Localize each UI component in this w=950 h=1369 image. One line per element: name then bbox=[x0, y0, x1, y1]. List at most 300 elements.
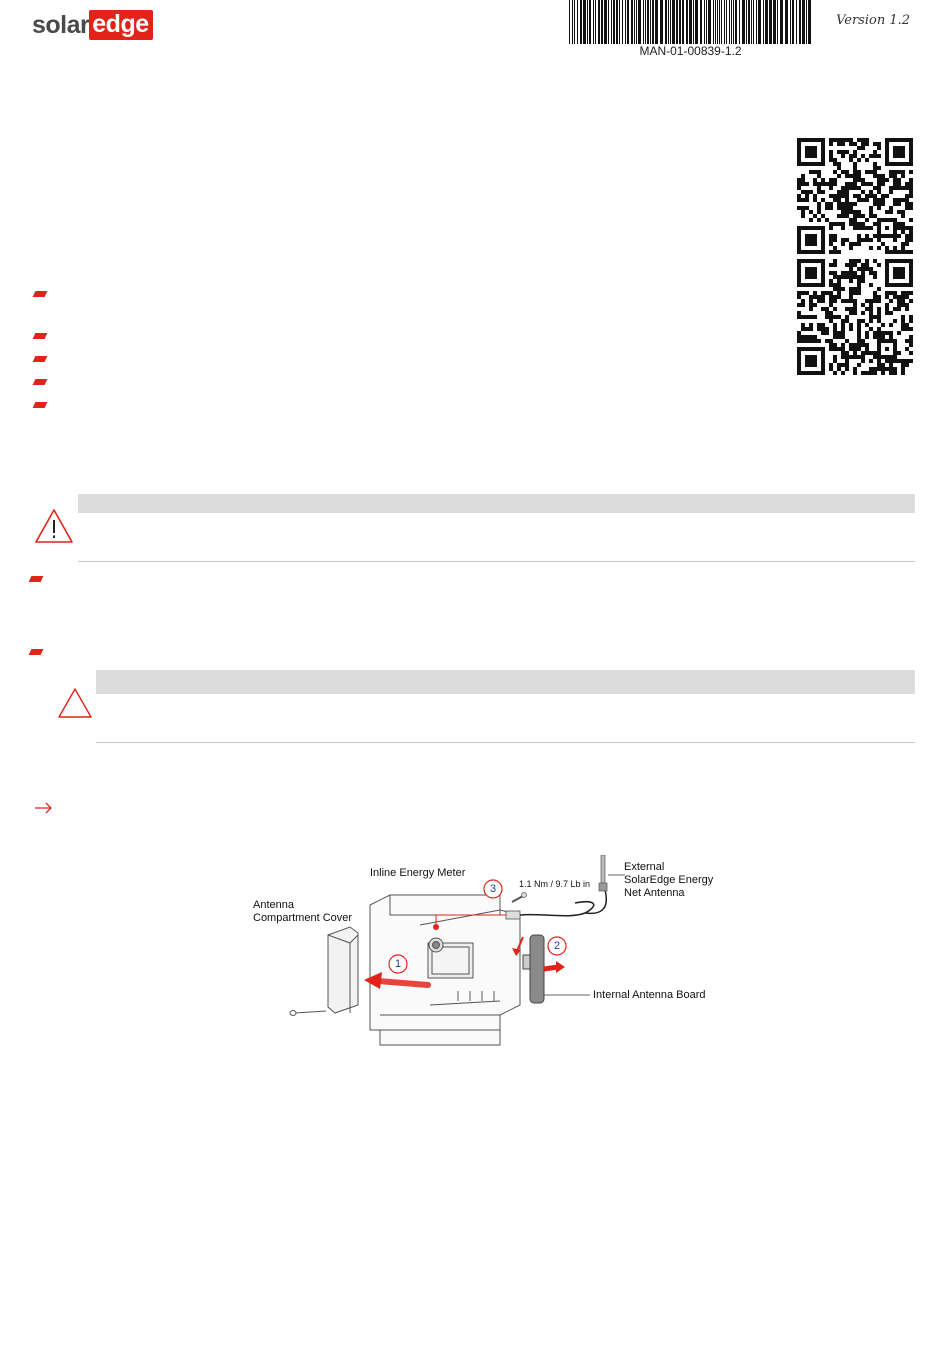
qr-module bbox=[853, 166, 857, 170]
qr-module bbox=[869, 238, 873, 242]
qr-module bbox=[829, 343, 833, 347]
qr-module bbox=[909, 315, 913, 319]
qr-module bbox=[857, 242, 861, 246]
qr-module bbox=[845, 150, 849, 154]
solaredge-logo bbox=[32, 10, 153, 40]
qr-module bbox=[873, 234, 877, 238]
qr-module bbox=[801, 315, 805, 319]
qr-module bbox=[837, 335, 841, 339]
qr-module bbox=[901, 327, 905, 331]
qr-module bbox=[845, 214, 849, 218]
qr-module bbox=[853, 371, 857, 375]
qr-module bbox=[833, 287, 837, 291]
qr-module bbox=[805, 190, 809, 194]
qr-module bbox=[833, 138, 837, 142]
qr-module bbox=[889, 331, 893, 335]
qr-module bbox=[853, 194, 857, 198]
qr-module bbox=[825, 315, 829, 319]
barcode-bar bbox=[704, 0, 705, 44]
qr-module bbox=[817, 218, 821, 222]
barcode-bar bbox=[693, 0, 694, 44]
qr-module bbox=[833, 275, 837, 279]
qr-module bbox=[857, 222, 861, 226]
qr-module bbox=[861, 371, 865, 375]
qr-module bbox=[841, 371, 845, 375]
qr-module bbox=[813, 295, 817, 299]
qr-module bbox=[841, 214, 845, 218]
qr-module bbox=[853, 367, 857, 371]
barcode-bar bbox=[583, 0, 586, 44]
qr-module bbox=[853, 263, 857, 267]
qr-module bbox=[877, 186, 881, 190]
qr-module bbox=[873, 371, 877, 375]
qr-module bbox=[877, 246, 881, 250]
barcode-bar bbox=[777, 0, 778, 44]
qr-module bbox=[877, 327, 881, 331]
qr-module bbox=[893, 371, 897, 375]
qr-module bbox=[817, 186, 821, 190]
qr-module bbox=[849, 174, 853, 178]
qr-module bbox=[797, 186, 801, 190]
qr-module bbox=[853, 271, 857, 275]
qr-module bbox=[877, 307, 881, 311]
qr-module bbox=[845, 238, 849, 242]
qr-module bbox=[801, 190, 805, 194]
qr-module bbox=[833, 194, 837, 198]
qr-module bbox=[817, 182, 821, 186]
qr-module bbox=[869, 210, 873, 214]
qr-module bbox=[889, 367, 893, 371]
qr-module bbox=[805, 146, 817, 158]
qr-module bbox=[909, 182, 913, 186]
qr-module bbox=[893, 319, 897, 323]
qr-module bbox=[845, 206, 849, 210]
qr-module bbox=[845, 355, 849, 359]
qr-module bbox=[853, 355, 857, 359]
barcode-bar bbox=[613, 0, 615, 44]
qr-module bbox=[829, 194, 833, 198]
barcode-bar bbox=[721, 0, 722, 44]
qr-module bbox=[877, 287, 881, 291]
caution-divider bbox=[96, 742, 915, 743]
list-bullet bbox=[33, 291, 48, 297]
barcode-bar bbox=[587, 0, 588, 44]
antenna-label-line2: SolarEdge Energy bbox=[624, 874, 714, 886]
barcode-bar bbox=[682, 0, 684, 44]
barcode-bar bbox=[765, 0, 768, 44]
qr-module bbox=[809, 335, 813, 339]
barcode-bar bbox=[611, 0, 612, 44]
qr-module bbox=[821, 299, 825, 303]
qr-module bbox=[869, 190, 873, 194]
qr-module bbox=[893, 238, 897, 242]
qr-module bbox=[849, 242, 853, 246]
qr-module bbox=[877, 178, 881, 182]
qr-module bbox=[821, 198, 825, 202]
qr-module bbox=[853, 218, 857, 222]
qr-module bbox=[873, 275, 877, 279]
qr-module bbox=[873, 194, 877, 198]
barcode-bar bbox=[748, 0, 750, 44]
qr-module bbox=[901, 186, 905, 190]
qr-module bbox=[857, 291, 861, 295]
qr-module bbox=[845, 186, 849, 190]
qr-module bbox=[901, 323, 905, 327]
qr-module bbox=[897, 198, 901, 202]
qr-module bbox=[845, 138, 849, 142]
qr-module bbox=[837, 279, 841, 283]
qr-module bbox=[877, 202, 881, 206]
barcode-bar bbox=[719, 0, 720, 44]
qr-module bbox=[857, 186, 861, 190]
qr-module bbox=[873, 150, 877, 154]
qr-module bbox=[873, 186, 877, 190]
qr-module bbox=[873, 174, 877, 178]
qr-module bbox=[873, 170, 877, 174]
qr-module bbox=[817, 206, 821, 210]
qr-module bbox=[849, 182, 853, 186]
barcode-bar bbox=[655, 0, 658, 44]
qr-module bbox=[845, 271, 849, 275]
barcode-bar bbox=[802, 0, 805, 44]
qr-module bbox=[809, 327, 813, 331]
qr-module bbox=[901, 291, 905, 295]
qr-module bbox=[889, 250, 893, 254]
qr-module bbox=[873, 202, 877, 206]
qr-module bbox=[881, 182, 885, 186]
qr-module bbox=[853, 182, 857, 186]
qr-module bbox=[849, 355, 853, 359]
qr-module bbox=[873, 142, 877, 146]
qr-module bbox=[909, 194, 913, 198]
qr-module bbox=[869, 154, 873, 158]
qr-module bbox=[865, 158, 869, 162]
qr-module bbox=[849, 218, 853, 222]
qr-module bbox=[909, 250, 913, 254]
qr-module bbox=[877, 190, 881, 194]
qr-module bbox=[805, 234, 817, 246]
qr-module bbox=[845, 339, 849, 343]
qr-module bbox=[865, 142, 869, 146]
barcode-bar bbox=[686, 0, 688, 44]
qr-module bbox=[813, 291, 817, 295]
barcode-bar bbox=[790, 0, 791, 44]
qr-module bbox=[801, 210, 805, 214]
barcode-bar bbox=[598, 0, 600, 44]
qr-module bbox=[833, 355, 837, 359]
qr-module bbox=[905, 206, 909, 210]
qr-module bbox=[833, 323, 837, 327]
qr-module bbox=[805, 355, 817, 367]
qr-module bbox=[829, 315, 833, 319]
qr-module bbox=[873, 335, 877, 339]
qr-module bbox=[909, 335, 913, 339]
qr-module bbox=[833, 327, 837, 331]
qr-module bbox=[897, 303, 901, 307]
qr-module bbox=[881, 174, 885, 178]
qr-module bbox=[817, 190, 821, 194]
qr-module bbox=[825, 307, 829, 311]
qr-module bbox=[885, 331, 889, 335]
list-bullet bbox=[29, 576, 44, 582]
qr-module bbox=[901, 295, 905, 299]
barcode-bar bbox=[589, 0, 591, 44]
qr-module bbox=[821, 327, 825, 331]
qr-module bbox=[837, 202, 841, 206]
qr-module bbox=[873, 198, 877, 202]
barcode-bar bbox=[715, 0, 716, 44]
qr-module bbox=[857, 214, 861, 218]
qr-module bbox=[833, 238, 837, 242]
barcode-bar bbox=[668, 0, 669, 44]
qr-module bbox=[833, 315, 837, 319]
qr-module bbox=[849, 279, 853, 283]
qr-module bbox=[849, 271, 853, 275]
qr-module bbox=[853, 242, 857, 246]
qr-module bbox=[841, 355, 845, 359]
qr-module bbox=[889, 335, 893, 339]
qr-module bbox=[825, 206, 829, 210]
barcode-bar bbox=[595, 0, 596, 44]
qr-module bbox=[829, 238, 833, 242]
qr-module bbox=[841, 170, 845, 174]
qr-module bbox=[861, 267, 865, 271]
qr-module bbox=[805, 182, 809, 186]
qr-module bbox=[813, 335, 817, 339]
qr-module bbox=[901, 303, 905, 307]
qr-module bbox=[877, 331, 881, 335]
qr-module bbox=[801, 174, 805, 178]
barcode-bar bbox=[636, 0, 637, 44]
qr-module bbox=[841, 242, 845, 246]
qr-module bbox=[869, 206, 873, 210]
qr-module bbox=[801, 323, 805, 327]
barcode-bar bbox=[733, 0, 734, 44]
barcode bbox=[569, 0, 812, 44]
qr-module bbox=[833, 299, 837, 303]
qr-module bbox=[873, 291, 877, 295]
qr-module bbox=[873, 271, 877, 275]
qr-module bbox=[849, 202, 853, 206]
qr-module bbox=[861, 222, 865, 226]
barcode-bar bbox=[619, 0, 620, 44]
qr-module bbox=[805, 194, 809, 198]
qr-module bbox=[849, 295, 853, 299]
qr-module bbox=[865, 371, 869, 375]
qr-module bbox=[833, 307, 837, 311]
qr-module bbox=[845, 194, 849, 198]
barcode-bar bbox=[608, 0, 609, 44]
qr-module bbox=[841, 222, 845, 226]
qr-module bbox=[837, 138, 841, 142]
qr-module bbox=[821, 178, 825, 182]
qr-module bbox=[841, 142, 845, 146]
barcode-bar bbox=[665, 0, 667, 44]
qr-module bbox=[901, 230, 905, 234]
qr-module bbox=[833, 259, 837, 263]
qr-module bbox=[885, 347, 889, 351]
qr-module bbox=[813, 182, 817, 186]
qr-module bbox=[857, 343, 861, 347]
qr-module bbox=[877, 335, 881, 339]
step-3-label: 3 bbox=[489, 883, 497, 895]
qr-module bbox=[869, 315, 873, 319]
qr-module bbox=[869, 170, 873, 174]
qr-module bbox=[849, 307, 853, 311]
qr-module bbox=[889, 206, 893, 210]
qr-module bbox=[869, 299, 873, 303]
qr-module bbox=[821, 307, 825, 311]
qr-module bbox=[829, 222, 833, 226]
qr-module bbox=[861, 154, 865, 158]
qr-module bbox=[845, 299, 849, 303]
qr-module bbox=[893, 146, 905, 158]
qr-module bbox=[837, 174, 841, 178]
qr-module bbox=[837, 142, 841, 146]
qr-module bbox=[873, 154, 877, 158]
qr-module bbox=[885, 311, 889, 315]
barcode-bar bbox=[616, 0, 618, 44]
qr-module bbox=[841, 331, 845, 335]
qr-module bbox=[889, 170, 893, 174]
qr-module bbox=[853, 291, 857, 295]
barcode-bar bbox=[700, 0, 702, 44]
qr-module bbox=[869, 303, 873, 307]
qr-module bbox=[809, 307, 813, 311]
qr-module bbox=[909, 178, 913, 182]
qr-module bbox=[841, 323, 845, 327]
qr-module bbox=[885, 226, 889, 230]
qr-module bbox=[905, 234, 909, 238]
qr-module bbox=[797, 182, 801, 186]
qr-module bbox=[845, 170, 849, 174]
qr-module bbox=[885, 303, 889, 307]
qr-module bbox=[909, 299, 913, 303]
qr-module bbox=[865, 182, 869, 186]
step-2-label: 2 bbox=[553, 940, 561, 952]
qr-module bbox=[829, 150, 833, 154]
qr-module bbox=[869, 351, 873, 355]
qr-module bbox=[893, 186, 897, 190]
qr-module bbox=[833, 162, 837, 166]
qr-module bbox=[885, 246, 889, 250]
qr-module bbox=[865, 234, 869, 238]
qr-module bbox=[841, 206, 845, 210]
qr-module bbox=[809, 210, 813, 214]
qr-module bbox=[861, 351, 865, 355]
qr-module bbox=[865, 263, 869, 267]
qr-module bbox=[869, 311, 873, 315]
barcode-bar bbox=[706, 0, 707, 44]
qr-module bbox=[829, 303, 833, 307]
barcode-bar bbox=[724, 0, 725, 44]
barcode-bar bbox=[647, 0, 649, 44]
qr-module bbox=[877, 154, 881, 158]
qr-module bbox=[841, 335, 845, 339]
logo-edge-text: edge bbox=[89, 10, 152, 40]
qr-module bbox=[857, 174, 861, 178]
qr-module bbox=[897, 250, 901, 254]
barcode-bar bbox=[672, 0, 675, 44]
qr-module bbox=[821, 291, 825, 295]
qr-module bbox=[901, 363, 905, 367]
barcode-bar bbox=[601, 0, 603, 44]
qr-module bbox=[869, 319, 873, 323]
barcode-bar bbox=[758, 0, 761, 44]
board-label: Internal Antenna Board bbox=[593, 989, 706, 1001]
qr-module bbox=[877, 263, 881, 267]
qr-module bbox=[853, 307, 857, 311]
qr-module bbox=[873, 295, 877, 299]
qr-module bbox=[861, 311, 865, 315]
qr-code-1 bbox=[797, 138, 913, 254]
qr-module bbox=[837, 214, 841, 218]
qr-module bbox=[873, 331, 877, 335]
qr-module bbox=[877, 182, 881, 186]
qr-module bbox=[805, 327, 809, 331]
qr-module bbox=[865, 347, 869, 351]
qr-module bbox=[853, 343, 857, 347]
barcode-bar bbox=[735, 0, 737, 44]
qr-module bbox=[869, 267, 873, 271]
list-bullet bbox=[33, 379, 48, 385]
qr-module bbox=[881, 371, 885, 375]
qr-module bbox=[853, 186, 857, 190]
qr-module bbox=[809, 339, 813, 343]
qr-module bbox=[909, 359, 913, 363]
qr-module bbox=[797, 339, 801, 343]
barcode-bar bbox=[708, 0, 711, 44]
qr-module bbox=[881, 178, 885, 182]
barcode-bar bbox=[574, 0, 575, 44]
qr-module bbox=[837, 190, 841, 194]
qr-module bbox=[829, 226, 833, 230]
qr-module bbox=[833, 182, 837, 186]
version-label: Version 1.2 bbox=[836, 13, 910, 28]
qr-module bbox=[897, 331, 901, 335]
qr-module bbox=[909, 190, 913, 194]
qr-module bbox=[853, 142, 857, 146]
qr-module bbox=[861, 226, 865, 230]
qr-module bbox=[829, 363, 833, 367]
warning-divider bbox=[78, 561, 915, 562]
qr-module bbox=[829, 234, 833, 238]
qr-module bbox=[865, 335, 869, 339]
qr-module bbox=[857, 267, 861, 271]
qr-module bbox=[833, 271, 837, 275]
qr-module bbox=[833, 170, 837, 174]
qr-module bbox=[909, 234, 913, 238]
qr-module bbox=[853, 202, 857, 206]
qr-module bbox=[841, 150, 845, 154]
qr-module bbox=[905, 339, 909, 343]
qr-module bbox=[829, 283, 833, 287]
barcode-bar bbox=[569, 0, 570, 44]
qr-module bbox=[893, 267, 905, 279]
qr-module bbox=[845, 190, 849, 194]
qr-module bbox=[829, 182, 833, 186]
qr-module bbox=[809, 315, 813, 319]
qr-module bbox=[845, 198, 849, 202]
qr-module bbox=[809, 299, 813, 303]
qr-module bbox=[801, 299, 805, 303]
qr-module bbox=[853, 222, 857, 226]
qr-module bbox=[909, 170, 913, 174]
qr-module bbox=[837, 291, 841, 295]
qr-module bbox=[837, 250, 841, 254]
qr-module bbox=[857, 198, 861, 202]
barcode-bar bbox=[756, 0, 757, 44]
